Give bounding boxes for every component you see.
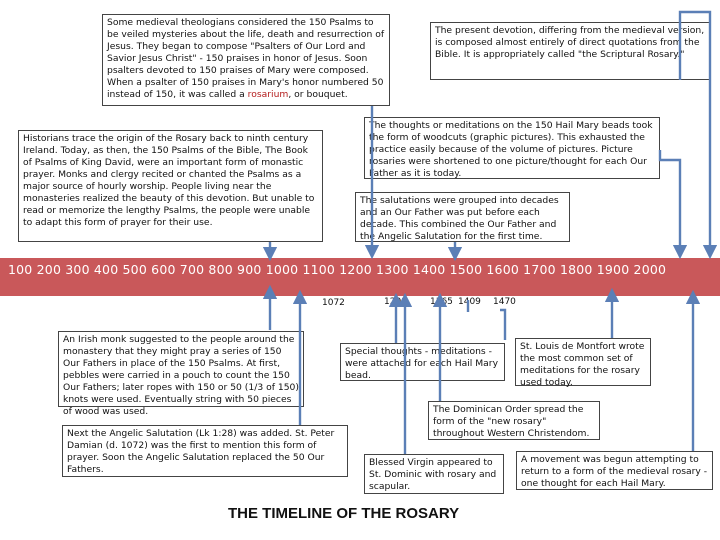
- marker-1072: 1072: [322, 298, 345, 308]
- note-woodcuts: The thoughts or meditations on the 150 Hail Mary beads took the form of woodcuts (graphic pictures). This exhausted the practice easily because of the volume of pictures. Picture rosaries were shortened to one picture/thought for each Our Father as it is today.: [364, 117, 660, 179]
- arrow-woodcuts: [660, 150, 680, 252]
- note-blessed-virgin: Blessed Virgin appeared to St. Dominic with rosary and scapular.: [364, 454, 504, 494]
- timeline-years: 100 200 300 400 500 600 700 800 900 1000 1100 1200 1300 1400 1500 1600 1700 1800 1900 2000: [8, 262, 667, 277]
- note-medieval-theologians: [102, 14, 390, 106]
- arrow-1470: [500, 310, 505, 340]
- note-historians: Historians trace the origin of the Rosary back to ninth century Ireland. Today, as then, the 150 Psalms of the Bible, The Book of Psalms of King David, were an important form of monastic prayer. Monks and clergy recited or chanted the Psalms as a major source of hourly worship. People living near the monasteries realized the beauty of this devotion. But unable to read or memorize the lengthy Psalms, the people were unable to adapt this form of prayer for their use.: [18, 130, 323, 242]
- note-decades: The salutations were grouped into decades and an Our Father was put before each decade. This combined the Our Father and the Angelic Salutation for the first time.: [355, 192, 570, 242]
- marker-1409: 1409: [458, 297, 481, 307]
- rosarium-highlight: rosarium: [247, 89, 289, 100]
- note-special-thoughts: Special thoughts - meditations - were attached for each Hail Mary bead.: [340, 343, 505, 381]
- note-medieval-theologians-text: Some medieval theologians considered the 150 Psalms to be veiled mysteries about the life, death and resurrection of Jesus. They began to compose "Psalters of Our Lord and Savior Jesus Christ" - 150 praises in honor of Jesus. Soon psalters devoted to 150 praises of Mary were composed. When a psalter of 150 praises in Mary's honor numbered 50 instead of 150, it was called a: [107, 17, 385, 100]
- marker-1365: 1365: [430, 297, 453, 307]
- note-angelic-salutation: Next the Angelic Salutation (Lk 1:28) was added. St. Peter Damian (d. 1072) was the first to mention this form of prayer. Soon the Angelic Salutation replaced the 50 Our Fathers.: [62, 425, 348, 477]
- note-present-devotion: The present devotion, differing from the medieval version, is composed almost entirely of direct quotations from the Bible. It is appropriately called "the Scriptural Rosary.": [430, 22, 710, 80]
- marker-1208: 1208: [384, 297, 407, 307]
- note-dominican: The Dominican Order spread the form of the "new rosary" throughout Western Christendom.: [428, 401, 600, 440]
- note-irish-monk: An Irish monk suggested to the people around the monastery that they might pray a series of 150 Our Fathers in place of the 150 Psalms. At first, pebbles were carried in a pouch to count the 150 Our Fathers; later ropes with 150 or 50 (1/3 of 150) knots were used. Eventually string with 50 pieces of wood was used.: [58, 331, 304, 407]
- note-montfort: St. Louis de Montfort wrote the most common set of meditations for the rosary used today.: [515, 338, 651, 386]
- page-title: THE TIMELINE OF THE ROSARY: [228, 505, 460, 522]
- marker-1470: 1470: [493, 297, 516, 307]
- note-medieval-theologians-end: , or bouquet.: [288, 89, 348, 100]
- note-movement: A movement was begun attempting to return to a form of the medieval rosary - one thought for each Hail Mary.: [516, 451, 713, 490]
